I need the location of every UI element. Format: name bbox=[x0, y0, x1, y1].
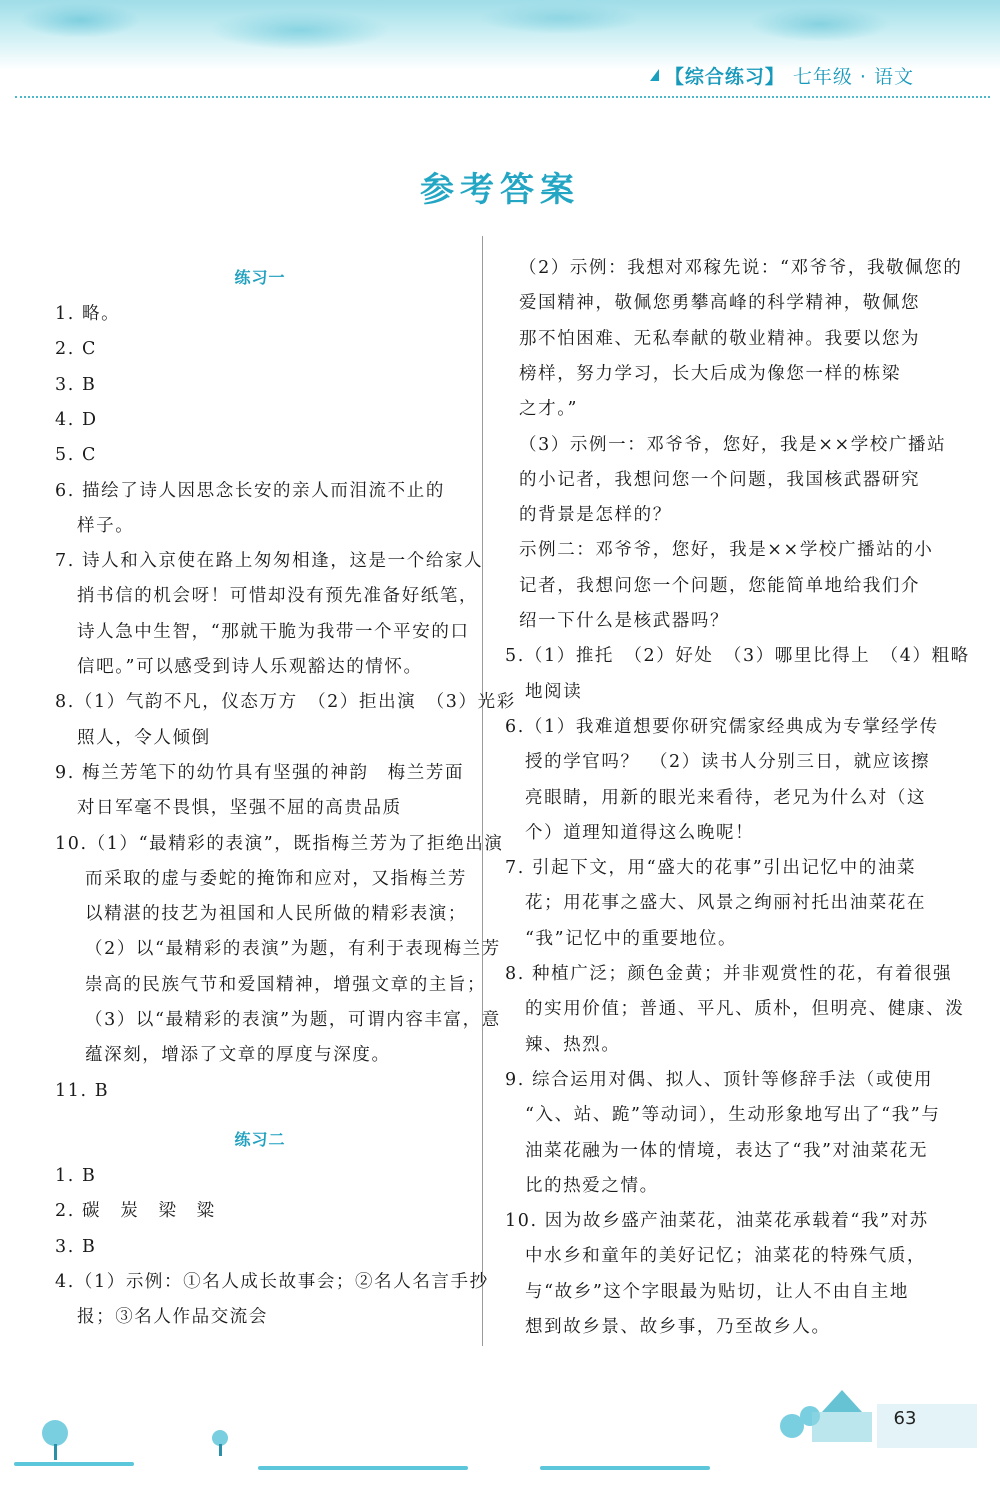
answer-line: 报；③名人作品交流会 bbox=[77, 1307, 268, 1328]
answer-line: 样子。 bbox=[77, 515, 135, 536]
answer-line: 授的学官吗？ （2）读书人分别三日，就应该擦 bbox=[525, 752, 931, 773]
answer-line: 4.（1）示例：①名人成长故事会；②名人名言手抄 bbox=[55, 1271, 489, 1292]
answer-line: 9. 综合运用对偶、拟人、顶针等修辞手法（或使用 bbox=[505, 1069, 934, 1090]
answer-line: 10. 因为故乡盛产油菜花，油菜花承载着“我”对苏 bbox=[505, 1211, 929, 1232]
answer-line: 照人，令人倾倒 bbox=[77, 727, 211, 748]
page-number: 63 bbox=[893, 1408, 917, 1429]
answer-line: （3）以“最精彩的表演”为题，可谓内容丰富，意 bbox=[85, 1010, 501, 1030]
answer-line: 想到故乡景、故乡事，乃至故乡人。 bbox=[525, 1317, 831, 1337]
answer-line: 记者，我想问您一个问题，您能简单地给我们介 bbox=[519, 575, 921, 596]
answer-line: 个）道理知道得这么晚呢！ bbox=[525, 822, 755, 843]
answer-line: 8. 种植广泛；颜色金黄；并非观赏性的花，有着很强 bbox=[505, 964, 953, 984]
answer-line: 3. B bbox=[55, 374, 97, 395]
answer-line: 信吧。”可以感受到诗人乐观豁达的情怀。 bbox=[77, 657, 423, 677]
section-heading-exercise-1: 练习一 bbox=[234, 268, 286, 287]
answer-line: 3. B bbox=[55, 1236, 97, 1257]
answer-line: 的实用价值；普通、平凡、质朴，但明亮、健康、泼 bbox=[525, 999, 965, 1020]
column-divider bbox=[482, 236, 483, 1346]
answer-line: 中水乡和童年的美好记忆；油菜花的特殊气质， bbox=[525, 1246, 927, 1267]
answer-line: 11. B bbox=[55, 1080, 110, 1101]
answer-line: 比的热爱之情。 bbox=[525, 1175, 659, 1196]
answer-line: 以精湛的技艺为祖国和人民所做的精彩表演； bbox=[85, 904, 467, 925]
section-heading-exercise-2: 练习二 bbox=[234, 1130, 286, 1149]
answer-line: 的小记者，我想问您一个问题，我国核武器研究 bbox=[519, 469, 921, 490]
ground-line bbox=[258, 1466, 468, 1470]
answer-line: 7. 引起下文，用“盛大的花事”引出记忆中的油菜 bbox=[505, 858, 917, 879]
triangle-icon bbox=[650, 69, 659, 81]
answer-line: 9. 梅兰芳笔下的幼竹具有坚强的神韵 梅兰芳面 bbox=[55, 762, 465, 783]
ground-line bbox=[14, 1462, 134, 1466]
answer-line: 的背景是怎样的？ bbox=[519, 505, 672, 526]
answer-line: 崇高的民族气节和爱国精神，增强文章的主旨； bbox=[85, 974, 487, 995]
running-header bbox=[650, 60, 914, 90]
answer-line: 5. C bbox=[55, 445, 98, 466]
answer-line: 2. 碳 炭 梁 粱 bbox=[55, 1201, 216, 1222]
answer-line: 8.（1）气韵不凡，仪态万方 （2）拒出演 （3）光彩 bbox=[55, 692, 516, 713]
answer-line: 1. B bbox=[55, 1166, 97, 1186]
answer-line: 对日军毫不畏惧，坚强不屈的高贵品质 bbox=[77, 798, 402, 819]
answer-line: 地阅读 bbox=[525, 681, 583, 702]
answer-line: 花；用花事之盛大、风景之绚丽衬托出油菜花在 bbox=[525, 893, 927, 914]
answer-line: 那不怕困难、无私奉献的敬业精神。我要以您为 bbox=[519, 328, 921, 349]
grade-subject-label: 七年级 · 语文 bbox=[792, 65, 914, 88]
answer-line: 诗人急中生智，“那就干脆为我带一个平安的口 bbox=[77, 621, 470, 642]
header-dotted-rule bbox=[15, 96, 990, 98]
page-title: 参考答案 bbox=[420, 170, 580, 210]
answer-line: 亮眼睛，用新的眼光来看待，老兄为什么对（这 bbox=[525, 787, 927, 808]
answer-line: 绍一下什么是核武器吗？ bbox=[519, 611, 730, 631]
answer-line: （2）示例：我想对邓稼先说：“邓爷爷，我敬佩您的 bbox=[519, 258, 963, 278]
answer-line: 榜样，努力学习，长大后成为像您一样的栋梁 bbox=[519, 363, 901, 384]
watercolor-splash bbox=[0, 0, 1000, 60]
answer-line: 而采取的虚与委蛇的掩饰和应对，又指梅兰芳 bbox=[85, 868, 467, 889]
answer-line: 6.（1）我难道想要你研究儒家经典成为专掌经学传 bbox=[505, 716, 939, 737]
answer-line: （3）示例一：邓爷爷，您好，我是××学校广播站 bbox=[519, 434, 947, 455]
answer-line: 5.（1）推托 （2）好处 （3）哪里比得上 （4）粗略 bbox=[505, 646, 970, 667]
small-tree-trunk bbox=[219, 1444, 222, 1456]
series-label: 【综合练习】 bbox=[664, 65, 785, 88]
answer-line: 油菜花融为一体的情境，表达了“我”对油菜花无 bbox=[525, 1140, 929, 1161]
answer-line: “我”记忆中的重要地位。 bbox=[525, 928, 738, 949]
tree-icon bbox=[42, 1420, 68, 1446]
answer-line: 爱国精神，敬佩您勇攀高峰的科学精神，敬佩您 bbox=[519, 293, 921, 314]
answer-line: 10.（1）“最精彩的表演”，既指梅兰芳为了拒绝出演 bbox=[55, 833, 504, 854]
ground-line bbox=[540, 1466, 710, 1470]
tree-trunk bbox=[54, 1444, 57, 1460]
answer-line: 与“故乡”这个字眼最为贴切，让人不由自主地 bbox=[525, 1281, 909, 1302]
answer-line: 7. 诗人和入京使在路上匆匆相逢，这是一个给家人 bbox=[55, 551, 484, 572]
answer-line: 蕴深刻，增添了文章的厚度与深度。 bbox=[85, 1045, 391, 1066]
answer-line: （2）以“最精彩的表演”为题，有利于表现梅兰芳 bbox=[85, 939, 501, 960]
answer-line: 示例二：邓爷爷，您好，我是××学校广播站的小 bbox=[519, 540, 934, 561]
answer-line: “入、站、跪”等动词），生动形象地写出了“我”与 bbox=[525, 1105, 941, 1126]
answer-line: 4. D bbox=[55, 409, 98, 430]
answer-line: 之才。” bbox=[519, 399, 579, 420]
answer-line: 辣、热烈。 bbox=[525, 1034, 621, 1055]
answer-line: 2. C bbox=[55, 339, 98, 360]
answer-line: 捎书信的机会呀！可惜却没有预先准备好纸笔， bbox=[77, 586, 479, 607]
answer-line: 6. 描绘了诗人因思念长安的亲人而泪流不止的 bbox=[55, 480, 445, 501]
answer-line: 1. 略。 bbox=[55, 304, 121, 324]
